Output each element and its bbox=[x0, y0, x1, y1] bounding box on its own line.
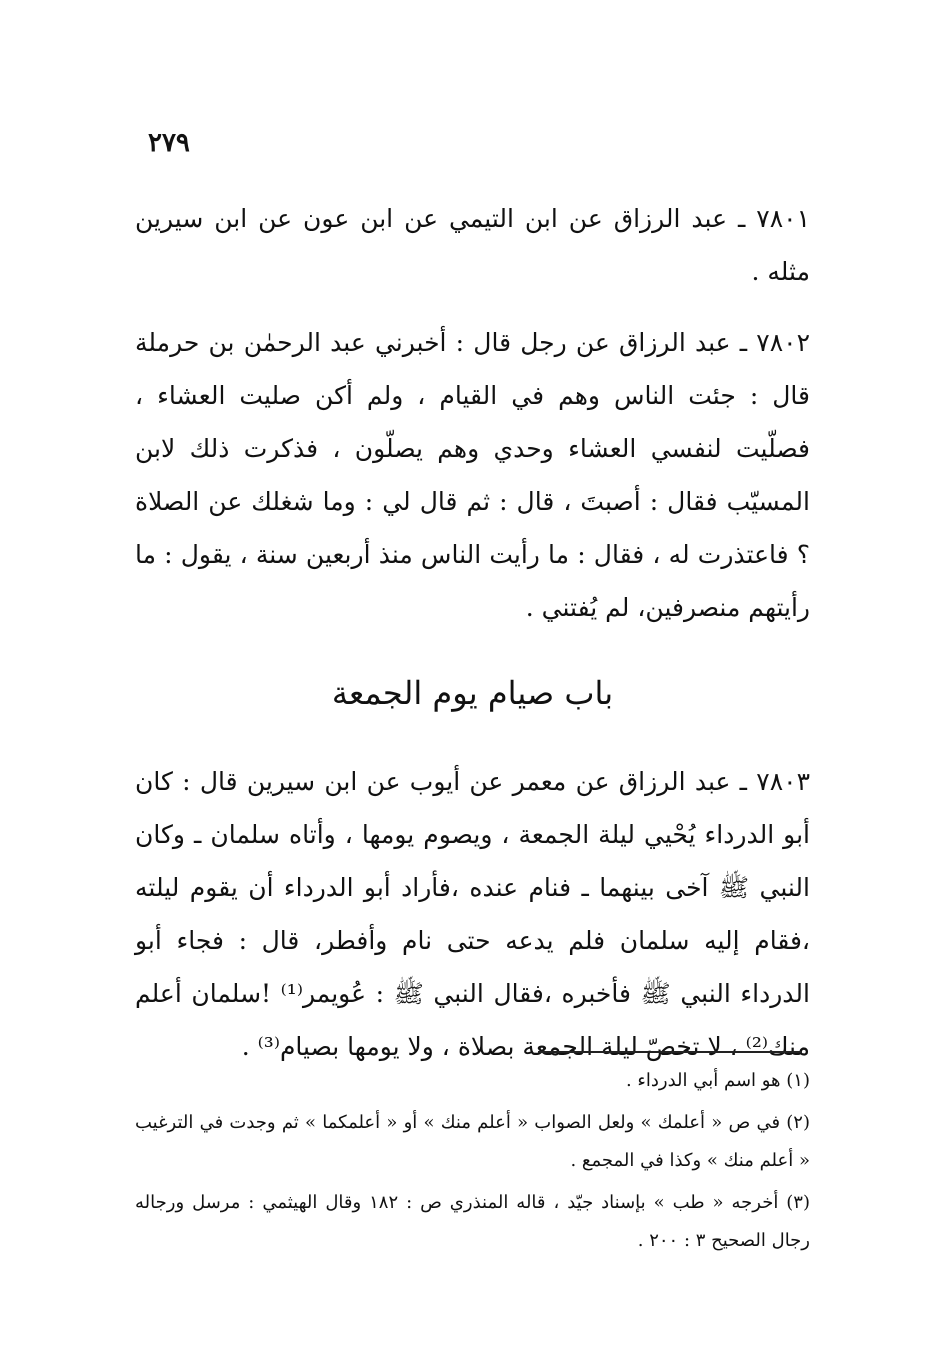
footnote-2: (٢) في ص « أعلمك » ولعل الصواب « أعلم منك » أو « أعلمكما » ثم وجدت في الترغيب « أعلم منك » وكذا في المجمع . bbox=[135, 1112, 810, 1171]
footnote-3: (٣) أخرجه « طب » بإسناد جيّد ، قاله المنذري ص : ١٨٢ وقال الهيثمي : مرسل ورجاله رجال الصحيح ٣ : ٢٠٠ . bbox=[135, 1192, 810, 1251]
footnote-1: (١) هو اسم أبي الدرداء . bbox=[625, 1070, 810, 1091]
hadith-7801-text: ٧٨٠١ ـ عبد الرزاق عن ابن التيمي عن ابن عون عن ابن سيرين مثله . bbox=[135, 204, 810, 286]
hadith-7802 bbox=[135, 316, 810, 634]
page-number: ٢٧٩ bbox=[148, 128, 190, 158]
hadith-7802-text: ٧٨٠٢ ـ عبد الرزاق عن رجل قال : أخبرني عبد الرحمٰن بن حرملة قال : جئت الناس وهم في القيام ، ولم أكن صليت العشاء ، فصلّيت لنفسي العشاء وحدي وهم يصلّون ، فذكرت ذلك لابن المسيّب فقال : أصبتَ ، قال : ثم قال لي : وما شغلك عن الصلاة ؟ فاعتذرت له ، فقال : ما رأيت الناس منذ أربعين سنة ، يقول : ما رأيتهم منصرفين، لم يُفتني . bbox=[135, 328, 810, 622]
footnote-divider bbox=[538, 1051, 802, 1053]
hadith-7803-text: ٧٨٠٣ ـ عبد الرزاق عن معمر عن أيوب عن ابن سيرين قال : كان أبو الدرداء يُحْيي ليلة الجمعة ، ويصوم يومها ، وأتاه سلمان ـ وكان النبي ﷺ آخى بينهما ـ فنام عنده ،فأراد أبو الدرداء أن يقوم ليلته ،فقام إليه سلمان فلم يدعه حتى نام وأفطر، قال : فجاء أبو الدرداء النبي ﷺ فأخبره ،فقال النبي ﷺ : عُويمر⁽¹⁾ !سلمان أعلم منك⁽²⁾ ، لا تخصّ ليلة الجمعة بصلاة ، ولا يومها بصيام⁽³⁾ . bbox=[135, 767, 810, 1061]
hadith-7801 bbox=[135, 192, 810, 298]
footnotes bbox=[135, 1062, 810, 1264]
hadith-7803 bbox=[135, 755, 810, 1073]
chapter-title: باب صيام يوم الجمعة bbox=[331, 674, 614, 712]
